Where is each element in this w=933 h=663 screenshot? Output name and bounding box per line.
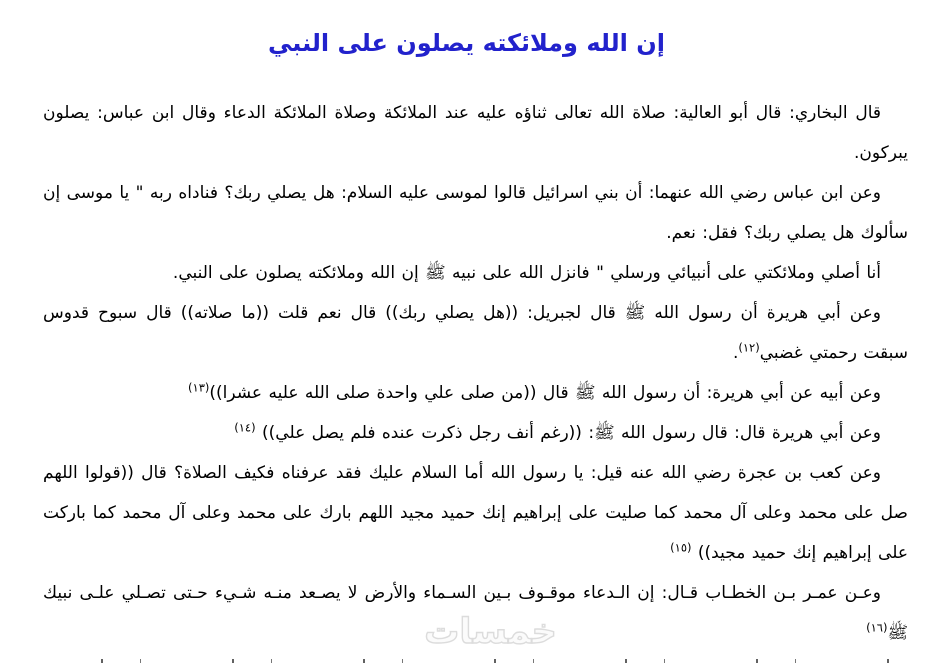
paragraph-one-salah-ten	[43, 373, 908, 413]
paragraph-text: وعن كعب بن عجرة رضي الله عنه قيل: يا رسول الله أما السلام عليك فقد عرفناه فكيف الصلاة؟ قال ((قولوا اللهم صل على محمد وعلى آل محمد كما صليت على إبراهيم إنك حميد مجيد اللهم بارك على محمد وعلى آل محمد كما باركت على إبراهيم إنك حميد مجيد))	[43, 463, 908, 563]
footnote-ref: (١٣)	[188, 380, 210, 395]
paragraph-text: وعن أبيه عن أبي هريرة: أن رسول الله ﷺ قال ((من صلى علي واحدة صلى الله عليه عشرا))	[209, 383, 881, 403]
paragraph-bukhari-abu-aliyah	[43, 93, 908, 173]
paragraph-text: وعـن عمـر بـن الخطـاب قـال: إن الـدعاء موقـوف بـين السـماء والأرض لا يصـعد منـه شـيء حـتى تصـلي علـى نبيك ﷺ	[43, 583, 908, 643]
paragraph-text: وعن أبي هريرة أن رسول الله ﷺ قال لجبريل: ((هل يصلي ربك)) قال نعم قلت ((ما صلاته)) قال سبوح قدوس سبقت رحمتي غضبي	[43, 303, 908, 363]
paragraph-text: وعن ابن عباس رضي الله عنهما: أن بني اسرائيل قالوا لموسى عليه السلام: هل يصلي ربك؟ فناداه ربه " يا موسى إن سألوك هل يصلي ربك؟ فقل: نعم.	[43, 183, 908, 243]
document-body	[43, 93, 908, 653]
paragraph-text: أنا أصلي وملائكتي على أنبيائي ورسلي " فانزل الله على نبيه ﷺ إن الله وملائكته يصلون على النبي.	[172, 263, 881, 283]
footnote-ref: (١٢)	[738, 340, 760, 355]
paragraph-text: قال البخاري: قال أبو العالية: صلاة الله تعالى ثناؤه عليه عند الملائكة وصلاة الملائكة الدعاء وقال ابن عباس: يصلون يبركون.	[43, 103, 908, 163]
paragraph-ibn-abbas-musa	[43, 173, 908, 253]
paragraph-kaab-ibn-ujrah	[43, 453, 908, 573]
paragraph-revelation-verse	[43, 253, 908, 293]
footnote-ref: (١٥)	[670, 540, 692, 555]
paragraph-raghima-anf	[43, 413, 908, 453]
paragraph-after-footnote: .	[732, 343, 739, 363]
paragraph-abu-huraira-jibril	[43, 293, 908, 373]
paragraph-text: وعن أبي هريرة قال: قال رسول الله ﷺ: ((رغم أنف رجل ذكرت عنده فلم يصل علي))	[255, 423, 881, 443]
paragraph-umar-dua	[43, 573, 908, 653]
document-title: إن الله وملائكته يصلون على النبي	[268, 29, 665, 57]
khamsat-watermark: خمسات	[424, 612, 557, 652]
footnote-ref: (١٦)	[866, 620, 888, 635]
footnote-ref: (١٤)	[234, 420, 256, 435]
clipped-next-line-tops	[43, 659, 908, 663]
